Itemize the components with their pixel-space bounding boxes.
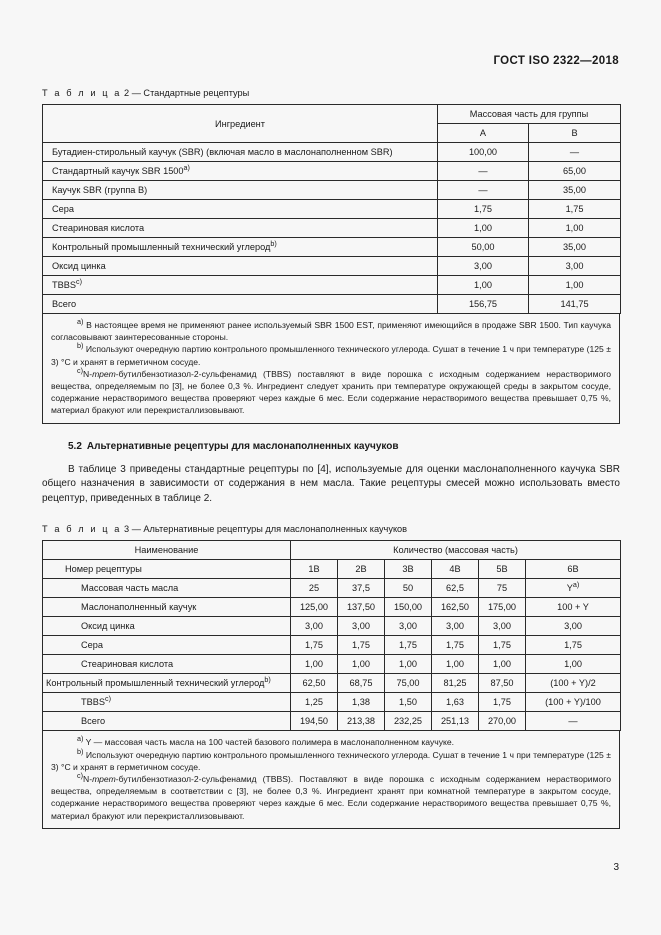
table3-cell-value: 100 + Y — [526, 598, 621, 617]
table2-footnote-a-text: В настоящее время не применяют ранее используемый SBR 1500 EST, применяют имеющийся в продаже SBR 1500. Тип каучука согласовывают заинтересованные стороны. — [51, 320, 611, 343]
table2-cell-ingredient: Стандартный каучук SBR 1500$^{a)}$ — [43, 162, 438, 181]
table2-header-group-span: Массовая часть для группы — [438, 105, 621, 124]
footnote-ref: a) — [183, 162, 190, 172]
table3-cell-value: 213,38 — [338, 712, 385, 731]
table2-cell-ingredient: Бутадиен-стирольный каучук (SBR) (включая масло в маслонаполненном SBR) — [43, 143, 438, 162]
table-row — [43, 617, 621, 636]
table3-cell-value: 25 — [291, 579, 338, 598]
table3-recipe-number: 4В — [432, 560, 479, 579]
table3-cell-name: TBBS$^{c)}$ — [43, 693, 291, 712]
table3-footnote-a — [51, 736, 611, 748]
table3-cell-value: $Y^{a)}$ — [526, 579, 621, 598]
table3-cell-name: Сера — [43, 636, 291, 655]
table3-footnote-c-mark: c) — [77, 771, 83, 781]
table3-cell-value: 3,00 — [526, 617, 621, 636]
table2-cell-value: — — [438, 162, 529, 181]
table2-cell-value: 1,75 — [529, 200, 621, 219]
table2-header-ingredient: Ингредиент — [43, 105, 438, 143]
table3-cell-value: 270,00 — [479, 712, 526, 731]
section-paragraph: В таблице 3 приведены стандартные рецептуры по [4], используемые для оценки маслонаполненного каучука SBR общего назначения в зависимости от содержания в нем масла. Такие рецептуры смесей можно использовать вместо рецептур, приведенных в таблице 2. — [42, 463, 620, 504]
table3-cell-value: 125,00 — [291, 598, 338, 617]
table-row — [43, 598, 621, 617]
table3-cell-name: Всего — [43, 712, 291, 731]
table3-caption-text: 3 — Альтернативные рецептуры для маслонаполненных каучуков — [124, 524, 408, 535]
table2-footnote-c-text: -бутилбензотиазол-2-сульфенамид (TBBS) поставляют в виде порошка с исходным содержанием нерастворимого вещества, определяемым по [3], не более 0,3 %. Ингредиент следует хранить при температуре окружающей среды в закрытом сосуде, содержание нерастворимого вещества проверяют через каждые 6 мес. Если содержание нерастворимого вещества превышает 0,75 %, материал бракуют или перекристаллизовывают. — [51, 368, 611, 416]
table3-footnote-b-text: Используют очередную партию контрольного промышленного технического углерода. Сушат в течение 1 ч при температуре (125 ± 3) °С и хранят в герметичном сосуде. — [51, 749, 611, 772]
table3-cell-value: 1,00 — [385, 655, 432, 674]
table2-cell-value: 50,00 — [438, 238, 529, 257]
table3-cell-name: Стеариновая кислота — [43, 655, 291, 674]
table2-cell-ingredient: Каучук SBR (группа В) — [43, 181, 438, 200]
table2-cell-value: 3,00 — [438, 257, 529, 276]
table3-cell-value: 251,13 — [432, 712, 479, 731]
table2-cell-value: 1,00 — [529, 219, 621, 238]
table3-cell-value: 50 — [385, 579, 432, 598]
table3-body — [43, 579, 621, 731]
table3-cell-value: 3,00 — [432, 617, 479, 636]
table3-cell-value: 1,00 — [338, 655, 385, 674]
table2-footnote-a-mark: a) — [77, 317, 84, 327]
table3-cell-value: 175,00 — [479, 598, 526, 617]
table3-cell-value: 1,00 — [479, 655, 526, 674]
table-standard-recipes — [42, 104, 621, 314]
table3-cell-value: 1,00 — [432, 655, 479, 674]
table-row — [43, 162, 621, 181]
table2-cell-value: 141,75 — [529, 295, 621, 314]
table2-footnote-b-mark: b) — [77, 341, 84, 351]
table3-cell-value: 62,5 — [432, 579, 479, 598]
table2-cell-value: 35,00 — [529, 181, 621, 200]
table2-footnote-c-italic: трет — [92, 368, 116, 379]
table3-cell-value: 3,00 — [479, 617, 526, 636]
table3-cell-value: 1,75 — [338, 636, 385, 655]
table2-footnote-c-prefix: N- — [83, 368, 93, 379]
table3-header-name: Наименование — [43, 541, 291, 560]
table2-footnotes — [42, 314, 620, 424]
table-row — [43, 674, 621, 693]
table3-cell-value: 3,00 — [338, 617, 385, 636]
table3-cell-value: 75,00 — [385, 674, 432, 693]
table3-cell-value: 1,00 — [526, 655, 621, 674]
table2-cell-value: 35,00 — [529, 238, 621, 257]
table-row — [43, 143, 621, 162]
table2-header-col-a: А — [438, 124, 529, 143]
table3-recipe-number: 1В — [291, 560, 338, 579]
table3-cell-value: 81,25 — [432, 674, 479, 693]
table3-footnote-b — [51, 746, 611, 773]
table3-recipe-row-label: Номер рецептуры — [43, 560, 291, 579]
table3-cell-value: 1,75 — [432, 636, 479, 655]
table-row — [43, 181, 621, 200]
table2-caption — [42, 88, 620, 98]
table3-cell-value: 1,38 — [338, 693, 385, 712]
section-number: 5.2 — [68, 440, 82, 452]
table-row — [43, 295, 621, 314]
table3-header-row-2 — [43, 560, 621, 579]
table-row — [43, 238, 621, 257]
table2-footnote-b — [51, 343, 611, 367]
table-alternative-recipes — [42, 540, 621, 731]
table2-cell-ingredient: Сера — [43, 200, 438, 219]
table-row — [43, 276, 621, 295]
table2-cell-ingredient: Контрольный промышленный технический углерод$^{b)}$ — [43, 238, 438, 257]
table3-cell-value: 1,75 — [479, 636, 526, 655]
table2-caption-word: Т а б л и ц а — [42, 88, 122, 98]
table2-footnote-c-mark: c) — [77, 365, 83, 375]
table3-cell-value: 232,25 — [385, 712, 432, 731]
table3-cell-value: 1,25 — [291, 693, 338, 712]
table3-cell-value: 1,75 — [479, 693, 526, 712]
table3-cell-value: 68,75 — [338, 674, 385, 693]
table-row — [43, 693, 621, 712]
table3-cell-value: 3,00 — [291, 617, 338, 636]
table-row — [43, 579, 621, 598]
table3-footnotes — [42, 731, 620, 828]
table3-cell-name: Контрольный промышленный технический углерод$^{b)}$ — [43, 674, 291, 693]
table3-cell-value: 194,50 — [291, 712, 338, 731]
table2-cell-ingredient: Всего — [43, 295, 438, 314]
table2-cell-value: 1,75 — [438, 200, 529, 219]
table3-footnote-a-mark: a) — [77, 734, 84, 744]
table-row — [43, 712, 621, 731]
table3-cell-name: Оксид цинка — [43, 617, 291, 636]
table3-cell-value: 37,5 — [338, 579, 385, 598]
table2-header-row-1 — [43, 105, 621, 124]
table2-cell-value: 1,00 — [438, 276, 529, 295]
table2-footnote-c — [51, 365, 611, 417]
table3-cell-value: 1,00 — [291, 655, 338, 674]
table3-cell-name: Массовая часть масла — [43, 579, 291, 598]
table3-caption — [42, 524, 620, 534]
footnote-ref: c) — [76, 276, 82, 286]
table3-recipe-number: 6В — [526, 560, 621, 579]
table3-footnote-c-text: -бутилбензотиазол-2-сульфенамид (TBBS). Поставляют в виде порошка с исходным содержанием нерастворимого вещества, определяемым в соответствии с [3], не более 0,3 %. Ингредиент хранят при комнатной температуре в закрытом сосуде, содержание нерастворимого вещества проверяют через каждые 6 мес. Если содержание нерастворимого вещества превышает 0,75 %, материал бракуют или перекристаллизовывают. — [51, 774, 611, 821]
table2-cell-value: — — [529, 143, 621, 162]
table2-cell-value: 156,75 — [438, 295, 529, 314]
table-row — [43, 219, 621, 238]
table3-cell-value: 3,00 — [385, 617, 432, 636]
table-row — [43, 200, 621, 219]
table2-header-col-b: В — [529, 124, 621, 143]
section-title: Альтернативные рецептуры для маслонаполненных каучуков — [86, 440, 399, 452]
section-heading — [42, 441, 620, 452]
table2-footnote-a — [51, 319, 611, 343]
table2-body — [43, 143, 621, 314]
footnote-ref: a) — [572, 580, 580, 590]
footnote-ref: b) — [270, 238, 277, 248]
table3-cell-value: 162,50 — [432, 598, 479, 617]
table3-cell-value: 137,50 — [338, 598, 385, 617]
table3-cell-value: (100 + Y)/2 — [526, 674, 621, 693]
table3-footnote-c-prefix: N- — [83, 774, 93, 785]
table2-cell-value: 65,00 — [529, 162, 621, 181]
table2-cell-ingredient: Оксид цинка — [43, 257, 438, 276]
footnote-ref: c) — [105, 694, 111, 704]
table3-header-qty-span: Количество (массовая часть) — [291, 541, 621, 560]
table3-caption-word: Т а б л и ц а — [42, 524, 122, 535]
table2-cell-value: 100,00 — [438, 143, 529, 162]
table3-cell-value: 62,50 — [291, 674, 338, 693]
table3-footnote-b-mark: b) — [77, 746, 84, 756]
table3-header-row-1 — [43, 541, 621, 560]
table3-cell-value: 1,75 — [385, 636, 432, 655]
table-row — [43, 636, 621, 655]
table3-footnote-c-italic: трет — [92, 774, 116, 785]
standard-header: ГОСТ ISO 2322—2018 — [493, 55, 619, 67]
page-content — [42, 88, 620, 829]
table3-cell-value: 87,50 — [479, 674, 526, 693]
table2-cell-value: — — [438, 181, 529, 200]
table2-cell-value: 1,00 — [529, 276, 621, 295]
table-row — [43, 655, 621, 674]
table2-caption-text: 2 — Стандартные рецептуры — [124, 88, 250, 98]
table3-recipe-number: 3В — [385, 560, 432, 579]
table2-footnote-b-text: Используют очередную партию контрольного промышленного технического углерода. Сушат в течение 1 ч при температуре (125 ± 3) °С и хранят в герметичном сосуде. — [51, 344, 611, 367]
table3-footnote-a-text: Y — массовая часть масла на 100 частей базового полимера в маслонаполненном каучуке. — [85, 737, 455, 748]
table2-cell-ingredient: TBBS$^{c)}$ — [43, 276, 438, 295]
table3-footnote-c — [51, 773, 611, 822]
table3-cell-value: — — [526, 712, 621, 731]
table2-cell-value: 1,00 — [438, 219, 529, 238]
table3-recipe-number: 5В — [479, 560, 526, 579]
table3-cell-value: 1,50 — [385, 693, 432, 712]
footnote-ref: b) — [264, 675, 271, 685]
table3-cell-value: 75 — [479, 579, 526, 598]
table-row — [43, 257, 621, 276]
table3-cell-value: 1,63 — [432, 693, 479, 712]
page-number: 3 — [613, 862, 619, 873]
table3-cell-value: (100 + Y)/100 — [526, 693, 621, 712]
table3-recipe-number: 2В — [338, 560, 385, 579]
table3-cell-value: 150,00 — [385, 598, 432, 617]
table3-cell-value: 1,75 — [291, 636, 338, 655]
table2-cell-ingredient: Стеариновая кислота — [43, 219, 438, 238]
table3-cell-name: Маслонаполненный каучук — [43, 598, 291, 617]
table3-cell-value: 1,75 — [526, 636, 621, 655]
table2-cell-value: 3,00 — [529, 257, 621, 276]
